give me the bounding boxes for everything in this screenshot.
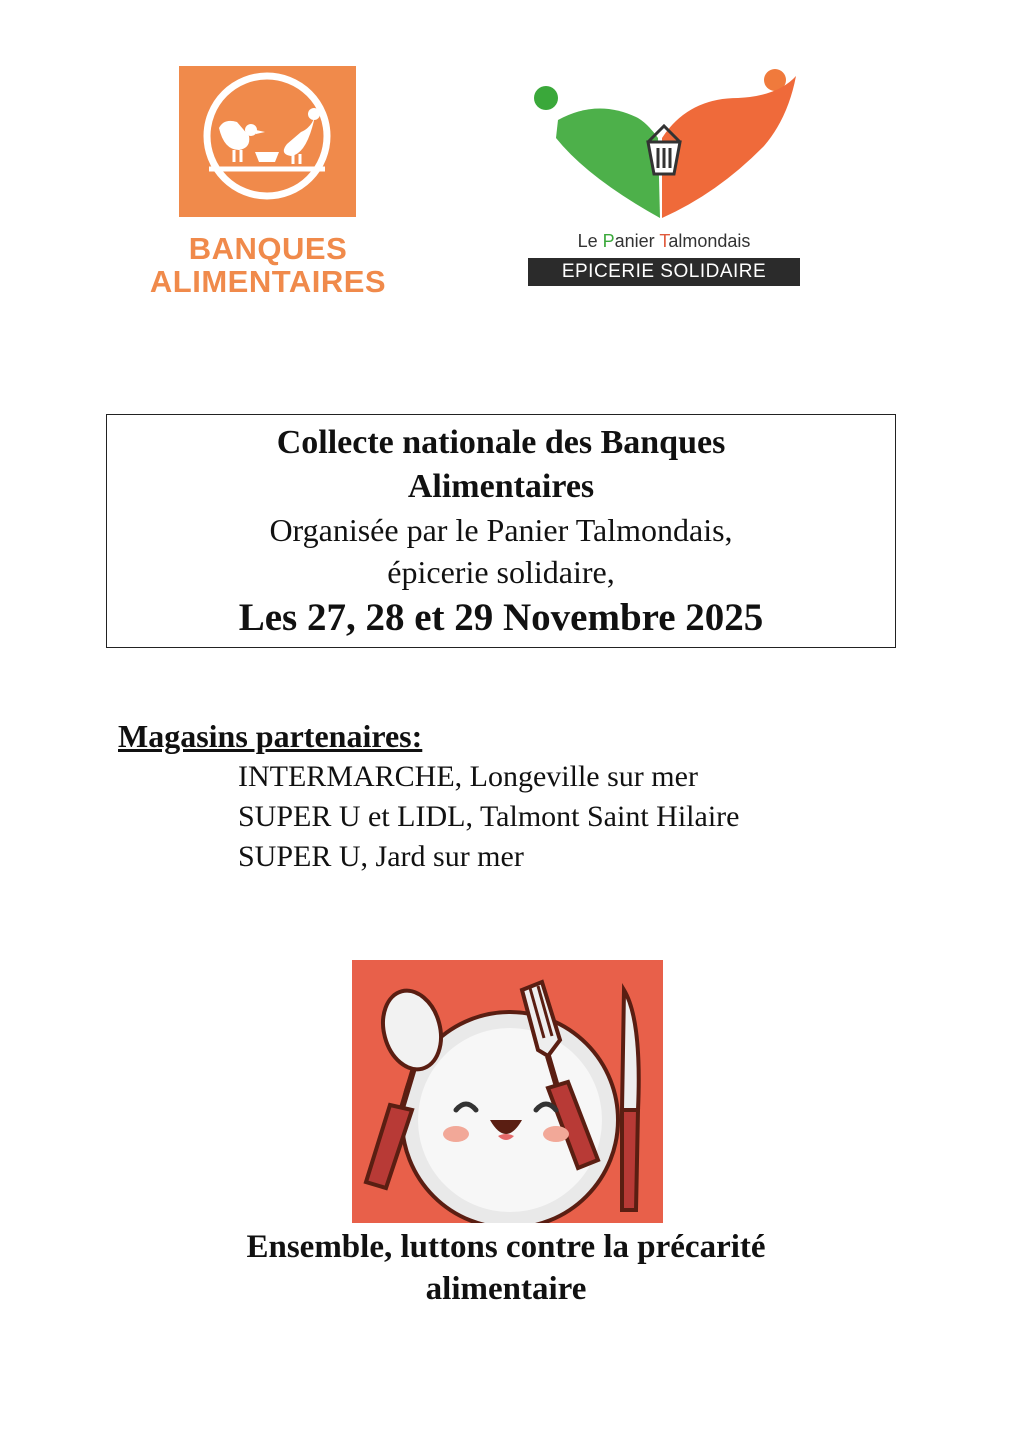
slogan-line2: alimentaire [425, 1271, 587, 1307]
ba-line2: ALIMENTAIRES [149, 264, 387, 299]
event-title-line2: Alimentaires [407, 468, 595, 505]
event-organizer-line1: Organisée par le Panier Talmondais, [269, 512, 733, 548]
pt-name-part2: anier [614, 231, 660, 251]
partner-store: SUPER U et LIDL, Talmont Saint Hilaire [238, 800, 740, 833]
pt-name-part1: Le [577, 231, 603, 251]
partners-list [238, 757, 739, 877]
panier-talmondais-heart-basket-icon [528, 68, 800, 226]
event-title-line1: Collecte nationale des Banques [276, 424, 726, 461]
slogan [150, 1226, 862, 1310]
event-dates: Les 27, 28 et 29 Novembre 2025 [238, 596, 764, 639]
event-organizer-line2: épicerie solidaire, [387, 554, 615, 590]
ba-line1: BANQUES [188, 231, 348, 266]
slogan-line1: Ensemble, luttons contre la précarité [246, 1229, 766, 1265]
pt-name-part3: almondais [668, 231, 751, 251]
pt-name-t: T [659, 231, 669, 251]
epicerie-solidaire-band: EPICERIE SOLIDAIRE [528, 258, 800, 286]
banques-alimentaires-wordmark [120, 232, 416, 298]
partners-heading: Magasins partenaires: [118, 718, 423, 754]
panier-talmondais-name [528, 231, 800, 252]
partner-store: INTERMARCHE, Longeville sur mer [238, 760, 698, 793]
event-info-box [106, 414, 896, 648]
smiling-plate-with-cutlery-icon [352, 960, 663, 1223]
banques-alimentaires-logo-icon [179, 66, 356, 217]
pt-name-p: P [602, 231, 615, 251]
partner-store: SUPER U, Jard sur mer [238, 840, 524, 873]
